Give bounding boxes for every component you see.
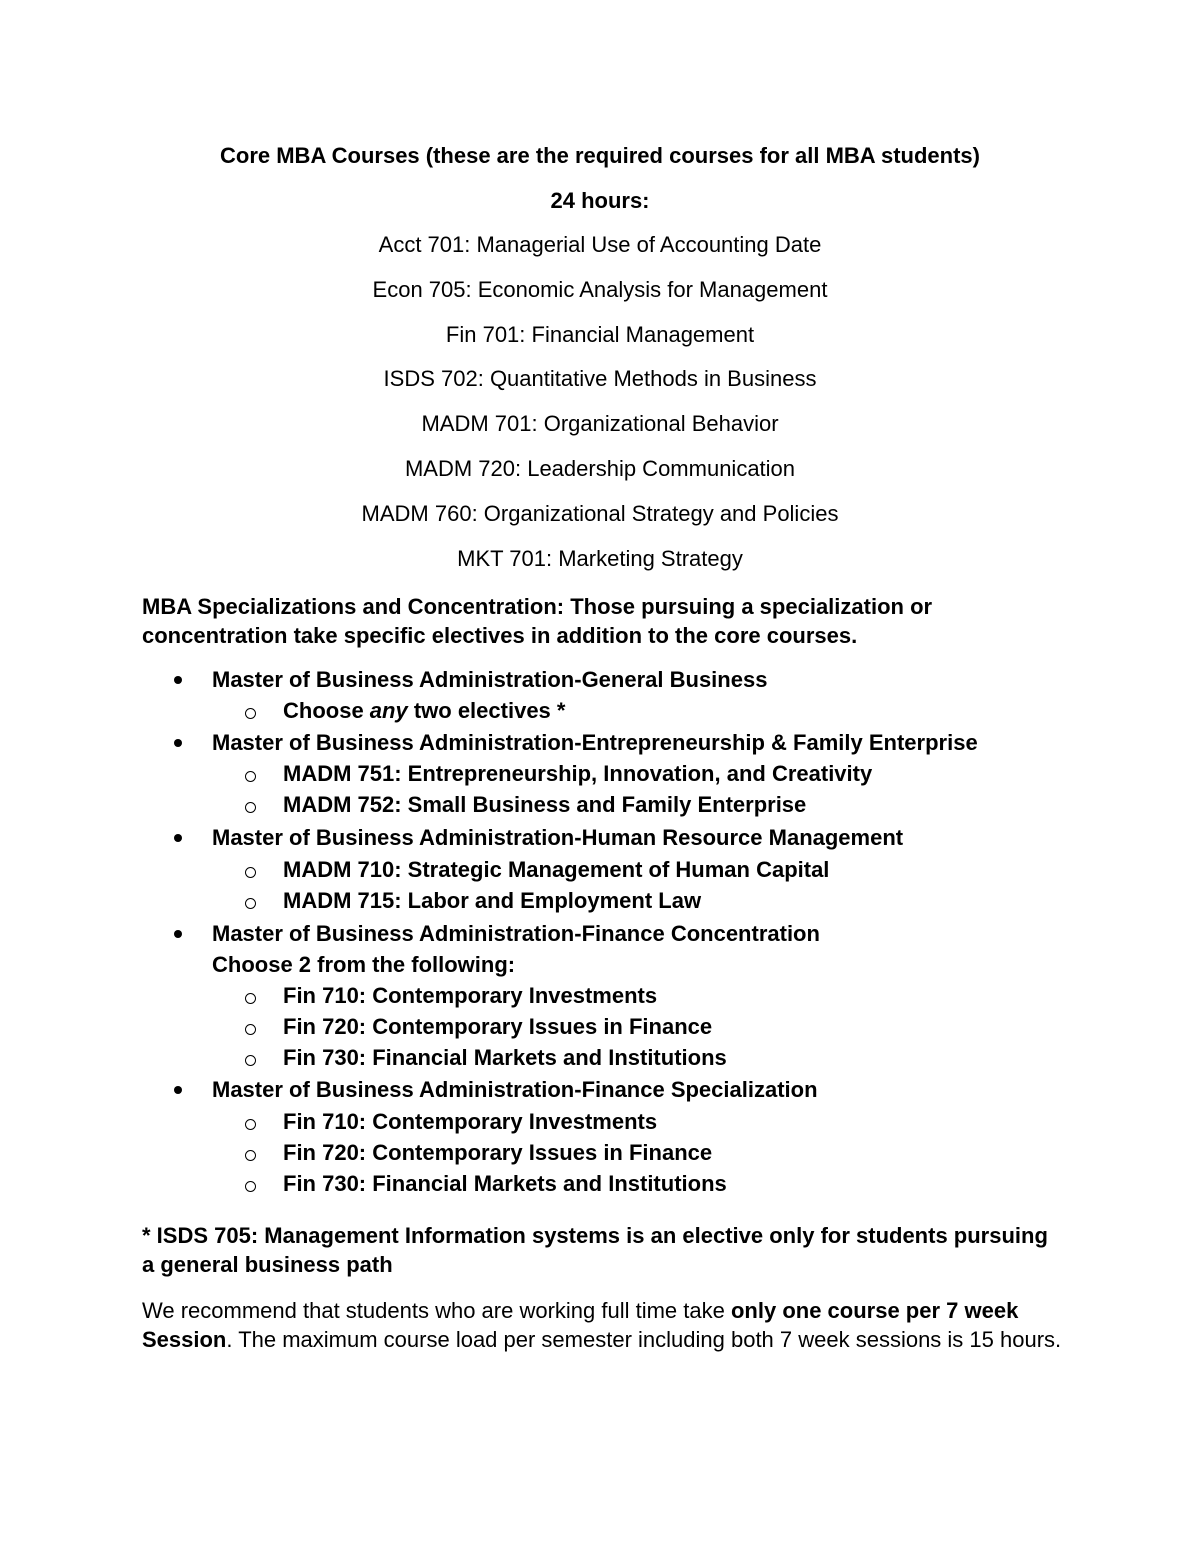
program-course: Fin 720: Contemporary Issues in Finance xyxy=(283,1014,713,1039)
core-course: MKT 701: Marketing Strategy xyxy=(457,546,743,571)
circle-bullet-icon xyxy=(244,1109,258,1135)
specializations-intro: MBA Specializations and Concentration: Those pursuing a specialization or concentration take specific electives in addition to the core courses. xyxy=(142,594,933,648)
program-title: Master of Business Administration-Entrepreneurship & Family Enterprise xyxy=(212,730,978,755)
bullet-icon xyxy=(172,730,186,756)
circle-bullet-icon xyxy=(244,1171,258,1197)
circle-bullet-icon xyxy=(244,698,258,724)
program-course: Fin 730: Financial Markets and Institutions xyxy=(283,1171,727,1196)
recommendation: We recommend that students who are working full time take only one course per 7 week Session. The maximum course load per semester including both 7 week sessions is 15 hours. xyxy=(142,1298,1062,1352)
core-course: Econ 705: Economic Analysis for Management xyxy=(372,277,828,302)
program-title: Master of Business Administration-Finance Specialization xyxy=(212,1077,818,1102)
program-course: Fin 720: Contemporary Issues in Finance xyxy=(283,1140,713,1165)
program-choose: Choose any two electives * xyxy=(283,698,566,723)
program-course: Fin 710: Contemporary Investments xyxy=(283,1109,658,1134)
footnote: * ISDS 705: Management Information systems is an elective only for students pursuing a general business path xyxy=(142,1223,1048,1277)
circle-bullet-icon xyxy=(244,983,258,1009)
program-course: MADM 752: Small Business and Family Enterprise xyxy=(283,792,807,817)
core-hours: 24 hours: xyxy=(550,188,650,213)
program-course: Fin 730: Financial Markets and Institutions xyxy=(283,1045,727,1070)
program-course: MADM 710: Strategic Management of Human Capital xyxy=(283,857,830,882)
core-course: MADM 701: Organizational Behavior xyxy=(421,411,779,436)
program-note: Choose 2 from the following: xyxy=(212,952,516,977)
bullet-icon xyxy=(172,825,186,851)
core-course: ISDS 702: Quantitative Methods in Business xyxy=(383,366,817,391)
program-title: Master of Business Administration-Finance Concentration xyxy=(212,921,820,946)
circle-bullet-icon xyxy=(244,888,258,914)
core-course: MADM 760: Organizational Strategy and Policies xyxy=(361,501,839,526)
program-title: Master of Business Administration-General Business xyxy=(212,667,768,692)
circle-bullet-icon xyxy=(244,1140,258,1166)
program-title: Master of Business Administration-Human Resource Management xyxy=(212,825,904,850)
program-course: Fin 710: Contemporary Investments xyxy=(283,983,658,1008)
core-course: Acct 701: Managerial Use of Accounting Date xyxy=(378,232,822,257)
circle-bullet-icon xyxy=(244,1045,258,1071)
program-course: MADM 715: Labor and Employment Law xyxy=(283,888,702,913)
circle-bullet-icon xyxy=(244,792,258,818)
core-heading: Core MBA Courses (these are the required courses for all MBA students) xyxy=(220,143,980,168)
core-course: Fin 701: Financial Management xyxy=(445,322,755,347)
bullet-icon xyxy=(172,1077,186,1103)
program-course: MADM 751: Entrepreneurship, Innovation, and Creativity xyxy=(283,761,873,786)
circle-bullet-icon xyxy=(244,1014,258,1040)
core-course: MADM 720: Leadership Communication xyxy=(404,456,796,481)
bullet-icon xyxy=(172,667,186,693)
circle-bullet-icon xyxy=(244,857,258,883)
bullet-icon xyxy=(172,921,186,947)
circle-bullet-icon xyxy=(244,761,258,787)
